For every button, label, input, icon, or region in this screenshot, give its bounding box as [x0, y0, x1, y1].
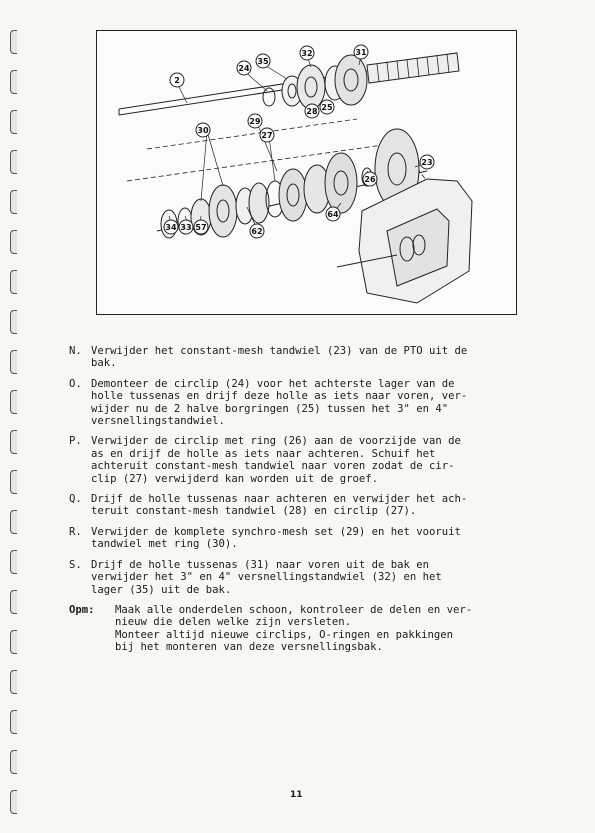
- svg-text:30: 30: [197, 126, 209, 135]
- callout-24: [237, 61, 251, 75]
- step-o: [69, 378, 521, 428]
- binding-hole: [10, 30, 17, 54]
- binding-hole: [10, 350, 17, 374]
- step-letter: R.: [69, 525, 82, 538]
- binding-hole: [10, 150, 17, 174]
- svg-text:35: 35: [257, 57, 269, 66]
- svg-text:32: 32: [301, 49, 313, 58]
- callout-32: [300, 46, 314, 60]
- gearbox-exploded-drawing: [97, 31, 516, 314]
- note-text: Maak alle onderdelen schoon, kontroleer de delen en ver- nieuw die delen welke zijn versleten. Monteer altijd nieuwe circlips, O-ringen en pakkingen bij het monteren van deze versnellingsbak.: [115, 603, 473, 654]
- callout-30: [196, 123, 210, 137]
- page-number: 11: [290, 790, 303, 800]
- callout-27: [260, 128, 274, 142]
- binding-hole: [10, 630, 17, 654]
- callout-26: [363, 172, 377, 186]
- step-letter: P.: [69, 435, 82, 448]
- callout-25: [320, 100, 334, 114]
- binding-hole: [10, 670, 17, 694]
- binding-hole: [10, 590, 17, 614]
- svg-text:23: 23: [421, 158, 433, 167]
- step-s: [69, 559, 521, 596]
- step-letter: Q.: [69, 493, 82, 506]
- step-letter: O.: [69, 377, 82, 390]
- callout-64: [326, 207, 340, 221]
- callout-29: [248, 114, 262, 128]
- binding-hole: [10, 790, 17, 814]
- note-label: Opm:: [69, 603, 95, 616]
- step-text: Drijf de holle tussenas naar achteren en verwijder het ach- teruit constant-mesh tandwiel (28) en circlip (27).: [91, 493, 468, 518]
- binding-hole: [10, 230, 17, 254]
- binding-hole: [10, 550, 17, 574]
- step-text: Verwijder het constant-mesh tandwiel (23) van de PTO uit de bak.: [91, 345, 468, 370]
- instruction-steps: [69, 345, 521, 654]
- note-block: [69, 604, 521, 654]
- binding-hole: [10, 390, 17, 414]
- spiral-binding: [10, 30, 24, 830]
- step-n: [69, 345, 521, 370]
- svg-text:57: 57: [195, 223, 207, 232]
- svg-text:2: 2: [174, 76, 180, 85]
- callout-28: [305, 104, 319, 118]
- step-letter: S.: [69, 558, 82, 571]
- binding-hole: [10, 510, 17, 534]
- binding-hole: [10, 310, 17, 334]
- svg-text:26: 26: [364, 175, 376, 184]
- binding-hole: [10, 270, 17, 294]
- binding-hole: [10, 110, 17, 134]
- callout-34: [164, 220, 178, 234]
- svg-text:28: 28: [306, 107, 318, 116]
- svg-text:64: 64: [327, 210, 339, 219]
- step-r: [69, 526, 521, 551]
- step-text: Drijf de holle tussenas (31) naar voren uit de bak en verwijder het 3" en 4" versnellingstandwiel (32) en het lager (35) uit de bak.: [91, 558, 442, 596]
- callout-2: [170, 73, 184, 87]
- callout-62: [250, 224, 264, 238]
- binding-hole: [10, 190, 17, 214]
- binding-hole: [10, 750, 17, 774]
- callout-57: [194, 220, 208, 234]
- callout-23: [420, 155, 434, 169]
- step-p: [69, 435, 521, 485]
- binding-hole: [10, 710, 17, 734]
- step-q: [69, 493, 521, 518]
- svg-text:34: 34: [165, 223, 177, 232]
- svg-text:25: 25: [321, 103, 333, 112]
- callout-31: [354, 45, 368, 59]
- callout-33: [179, 220, 193, 234]
- upper-gear-cluster: [263, 55, 367, 109]
- step-text: Demonteer de circlip (24) voor het achterste lager van de holle tussenas en drijf deze holle as iets naar voren, ver- wijder nu de 2 halve borgringen (25) tussen het 3" en 4" versnellingstandwiel.: [91, 377, 468, 428]
- svg-text:27: 27: [261, 131, 273, 140]
- step-text: Verwijder de circlip met ring (26) aan de voorzijde van de as en drijf de holle as iets naar achteren. Schuif het achteruit constant-mesh tandwiel naar voren zodat de cir- clip (27) verwijderd kan worden uit de groef.: [91, 435, 461, 485]
- svg-text:33: 33: [180, 223, 192, 232]
- svg-text:31: 31: [355, 48, 367, 57]
- svg-text:24: 24: [238, 64, 250, 73]
- step-letter: N.: [69, 345, 82, 357]
- step-text: Verwijder de komplete synchro-mesh set (29) en het vooruit tandwiel met ring (30).: [91, 525, 461, 551]
- svg-text:29: 29: [249, 117, 261, 126]
- gearbox-housing: [337, 179, 472, 303]
- binding-hole: [10, 430, 17, 454]
- callout-35: [256, 54, 270, 68]
- binding-hole: [10, 470, 17, 494]
- binding-hole: [10, 70, 17, 94]
- exploded-view-figure: [96, 30, 517, 315]
- svg-text:62: 62: [251, 227, 263, 236]
